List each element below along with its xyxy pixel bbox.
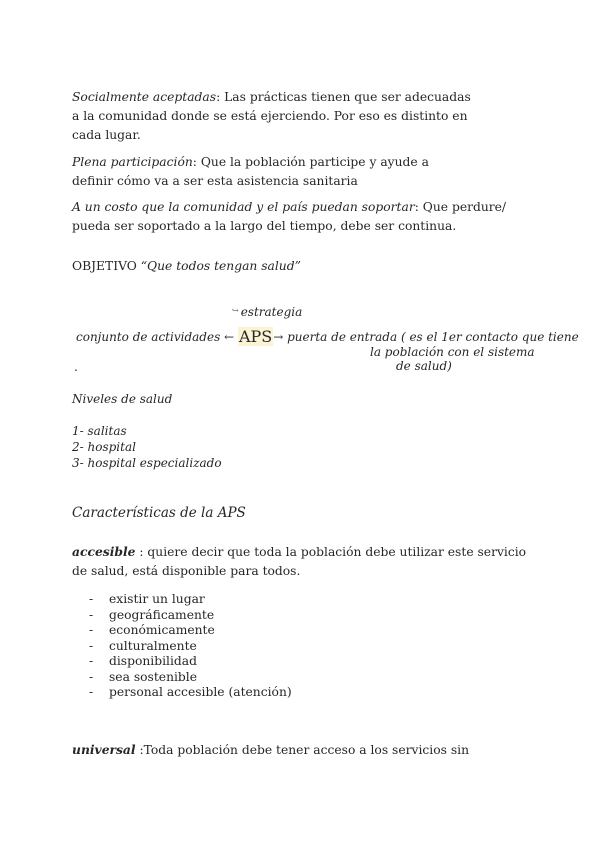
list-item: 1- salitas — [72, 424, 127, 438]
list-item: - culturalmente — [89, 639, 292, 655]
paragraph-costo — [72, 198, 512, 236]
diagram-estrategia — [232, 305, 302, 319]
term-text: : Que perdure/ pueda ser soportado a la largo del tiempo, debe ser continua. — [72, 200, 507, 233]
diagram-right-line2: la población con el sistema — [370, 345, 535, 359]
paragraph-accesible — [72, 542, 532, 581]
diagram-left-label: conjunto de actividades — [76, 330, 225, 344]
diagram-center-aps: APS — [238, 327, 273, 346]
list-item: - personal accesible (atención) — [89, 685, 292, 701]
niveles-list — [72, 423, 222, 471]
term-label: Plena participación — [72, 155, 193, 169]
paragraph-plena-participacion — [72, 153, 472, 191]
objetivo-quote: “Que todos tengan salud” — [140, 259, 301, 273]
list-item: - disponibilidad — [89, 654, 292, 670]
curved-arrow-icon: ↪ — [232, 306, 239, 315]
term-text: : Que la población participe y ayude a definir cómo va a ser esta asistencia sanitaria — [72, 155, 429, 188]
diagram-right-line3: de salud) — [396, 359, 452, 373]
diagram-row — [76, 326, 579, 345]
term-text: : quiere decir que toda la población debe utilizar este servicio de salud, está disponible para todos. — [72, 545, 527, 578]
term-label: universal — [72, 742, 136, 757]
paragraph-universal — [72, 742, 469, 757]
objetivo-label: OBJETIVO — [72, 259, 141, 273]
list-item: - sea sostenible — [89, 670, 292, 686]
paragraph-socialmente-aceptadas — [72, 88, 472, 145]
term-text: : Las prácticas tienen que ser adecuadas a la comunidad donde se está ejerciendo. Por eso es distinto en cada lugar. — [72, 90, 471, 142]
list-item: 2- hospital — [72, 440, 136, 454]
accesible-list — [89, 592, 292, 701]
section-heading: Características de la APS — [72, 505, 246, 521]
term-label: A un costo que la comunidad y el país puedan soportar — [72, 200, 415, 214]
objetivo — [72, 257, 301, 276]
niveles-title: Niveles de salud — [72, 392, 173, 406]
right-arrow-icon: → — [273, 330, 284, 344]
stray-dot: . — [74, 360, 78, 374]
estrategia-label: estrategia — [240, 305, 303, 319]
term-text: :Toda población debe tener acceso a los servicios sin — [135, 743, 470, 757]
list-item: - geográficamente — [89, 608, 292, 624]
term-label: accesible — [72, 544, 136, 559]
list-item: 3- hospital especializado — [72, 456, 222, 470]
left-arrow-icon: ← — [224, 330, 235, 344]
list-item: - existir un lugar — [89, 592, 292, 608]
list-item: - económicamente — [89, 623, 292, 639]
diagram-right-label: puerta de entrada ( es el 1er contacto que tiene — [283, 330, 579, 344]
term-label: Socialmente aceptadas — [72, 90, 217, 104]
